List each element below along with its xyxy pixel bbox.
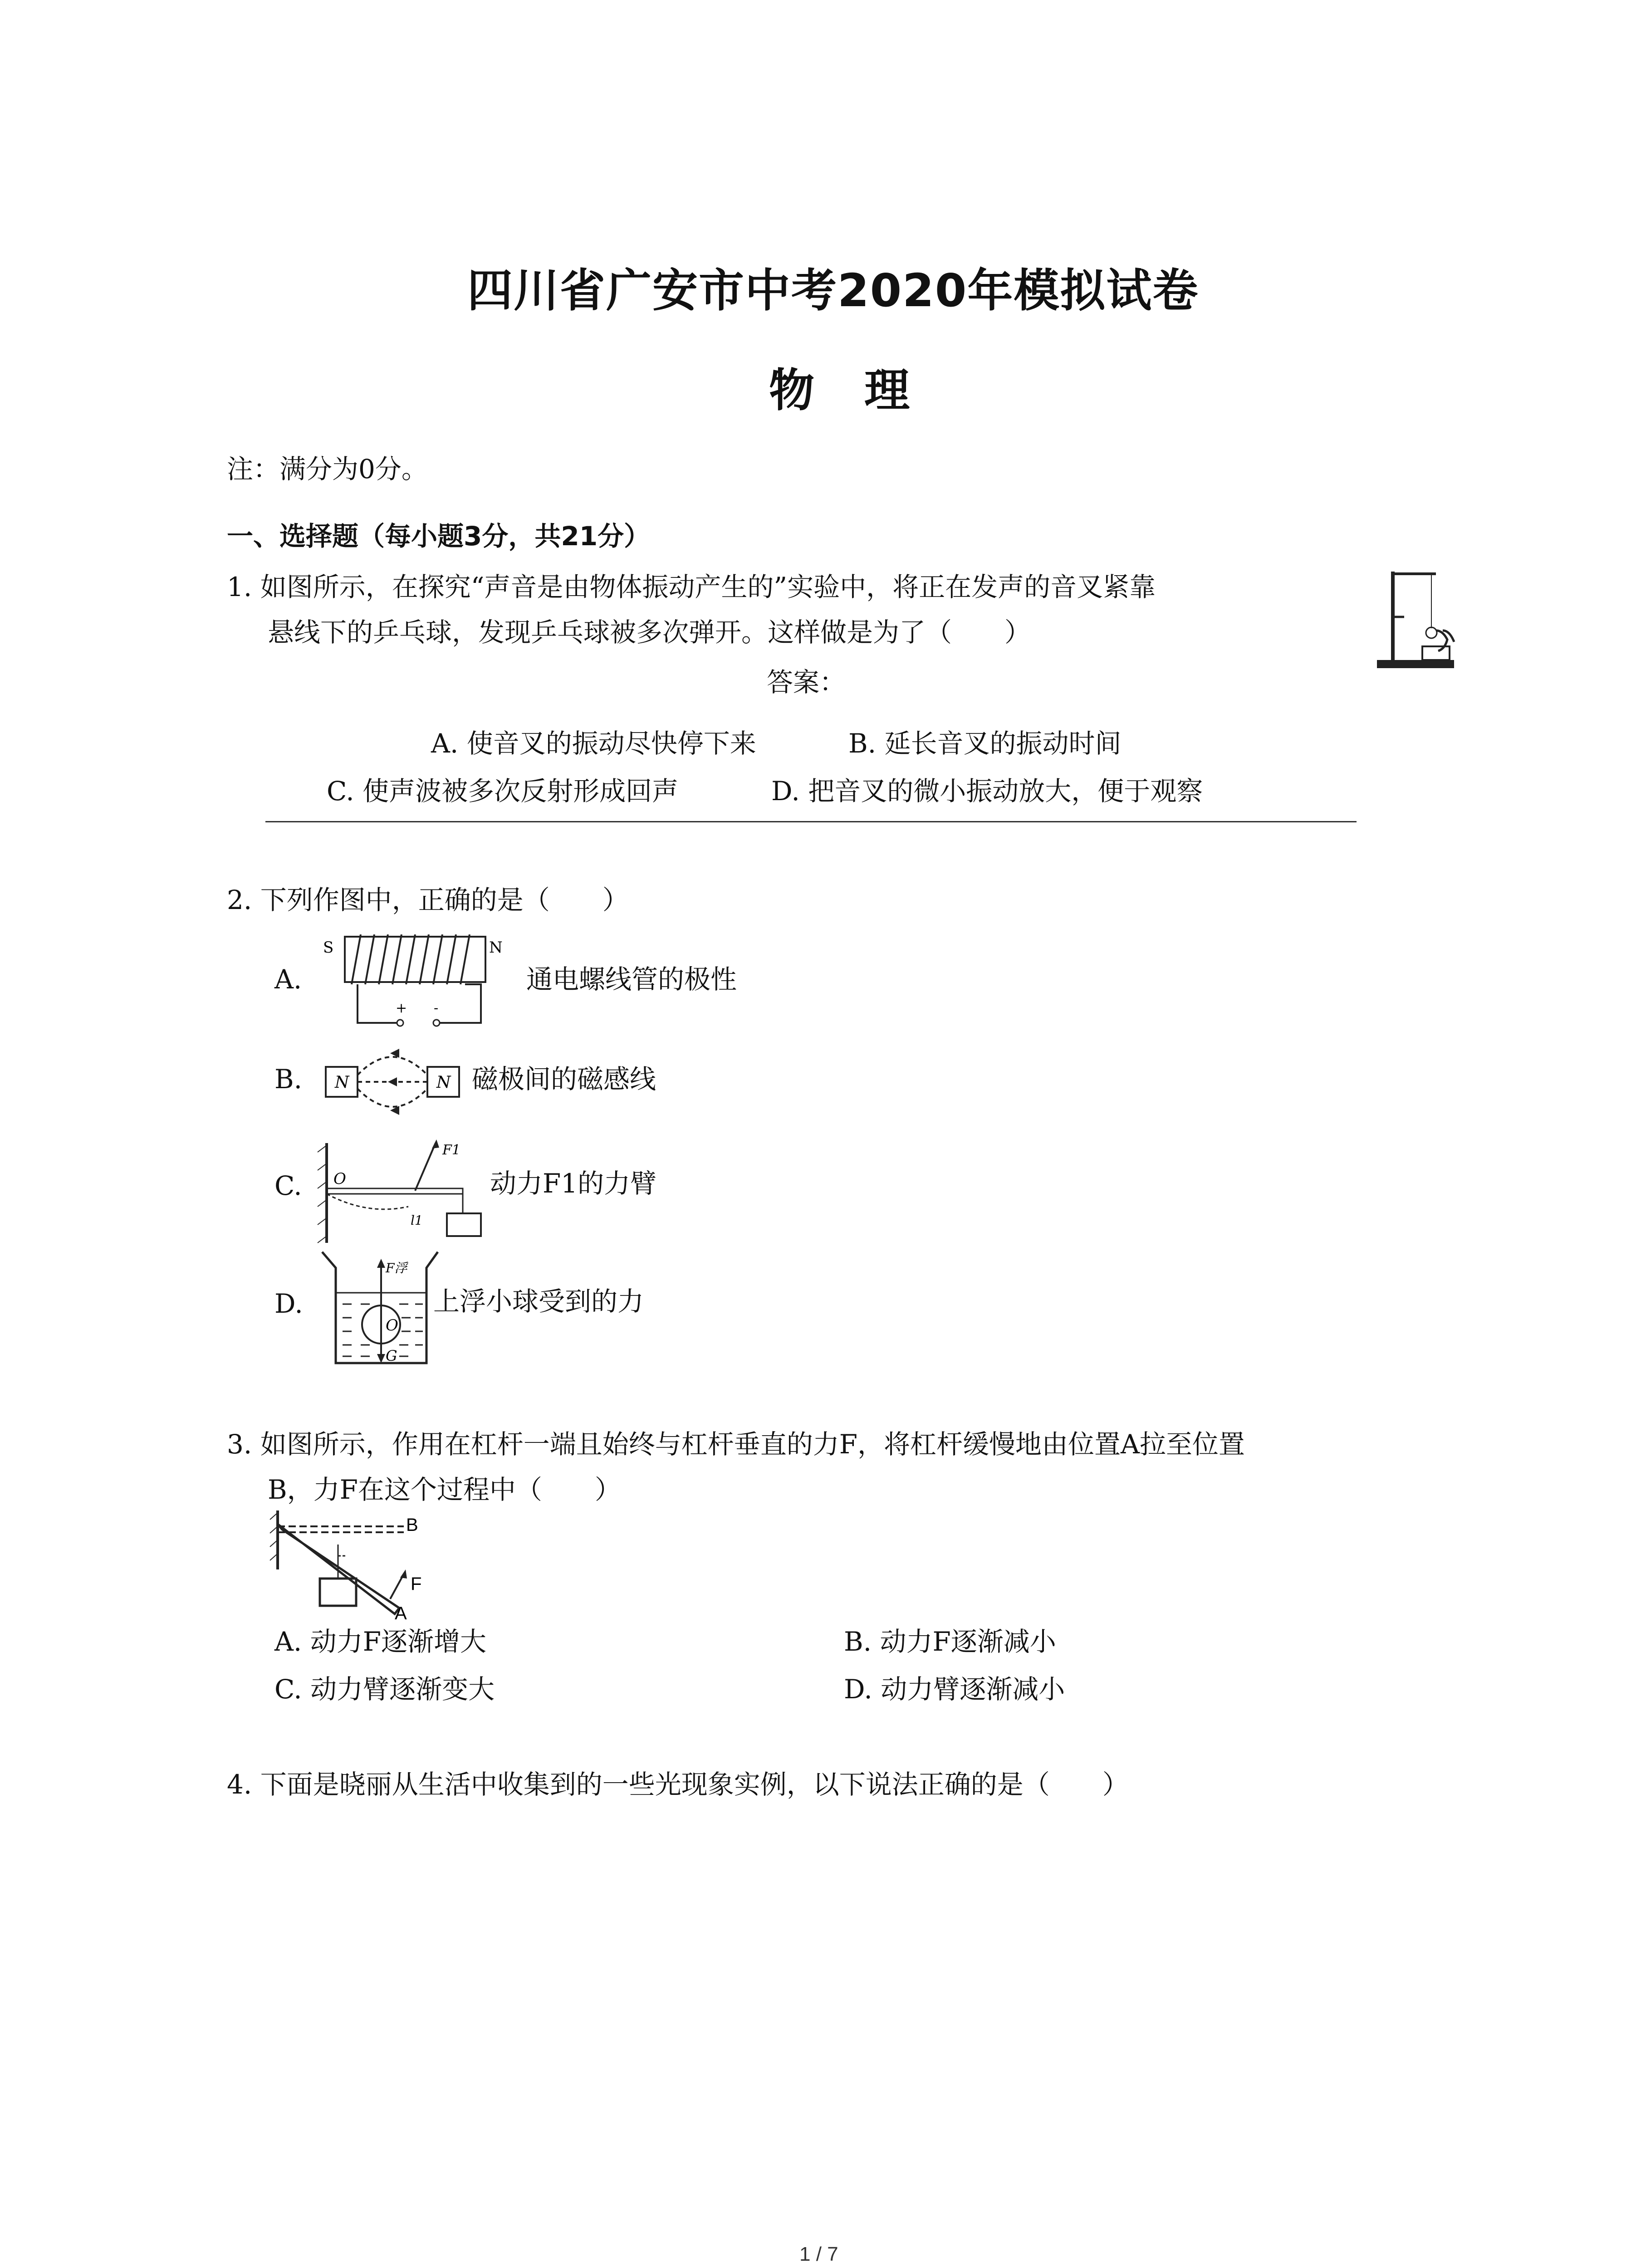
score-note: 注：满分为0分。	[227, 454, 428, 484]
q1-tuning-fork-figure	[1368, 562, 1459, 671]
q2-option-c-letter: C.	[274, 1170, 302, 1201]
q1-stem-line1: 1. 如图所示，在探究“声音是由物体振动产生的”实验中，将正在发声的音叉紧靠	[227, 572, 1156, 602]
q2-option-a-text: 通电螺线管的极性	[526, 964, 737, 995]
q2-magnet-field-figure	[322, 1039, 476, 1120]
solenoid-plus-label: +	[396, 1000, 407, 1016]
q3-option-b: B. 动力F逐渐减小	[844, 1626, 1056, 1657]
q2-option-d-letter: D.	[274, 1288, 303, 1319]
q3-a-label: A	[395, 1603, 407, 1619]
divider-line	[265, 821, 1357, 822]
q2-lever-arm-figure	[313, 1134, 504, 1247]
page-number: 1 / 7	[799, 2243, 838, 2265]
q2-option-c-text: 动力F1的力臂	[490, 1168, 657, 1199]
magnet-right-n-label: N	[436, 1073, 451, 1092]
q2-option-d-text: 上浮小球受到的力	[433, 1286, 644, 1317]
q1-option-a: A. 使音叉的振动尽快停下来	[431, 728, 756, 759]
q3-f-label: F	[411, 1574, 422, 1594]
lever-o-label: O	[333, 1170, 346, 1188]
q3-stem-line2: B，力F在这个过程中（ ）	[268, 1474, 621, 1505]
exam-title: 四川省广安市中考2020年模拟试卷	[467, 264, 1199, 317]
solenoid-minus-label: -	[434, 1000, 439, 1016]
subject-title: 物理	[769, 364, 960, 417]
q3-stem-line1: 3. 如图所示，作用在杠杆一端且始终与杠杆垂直的力F，将杠杆缓慢地由位置A拉至位置	[227, 1429, 1245, 1460]
q1-option-d: D. 把音叉的微小振动放大，便于观察	[771, 776, 1203, 807]
section-heading: 一、选择题（每小题3分，共21分）	[227, 521, 651, 552]
lever-f1-label: F1	[442, 1142, 460, 1158]
q2-floating-ball-figure	[318, 1250, 440, 1368]
q3-b-label: B	[406, 1515, 418, 1535]
lever-l1-label: l1	[411, 1213, 423, 1228]
q2-option-b-text: 磁极间的磁感线	[472, 1064, 656, 1095]
q1-answer-label: 答案：	[767, 667, 846, 698]
q1-stem-line2: 悬线下的乒乓球，发现乒乓球被多次弹开。这样做是为了（ ）	[268, 617, 1031, 648]
ball-center-label: O	[386, 1316, 398, 1334]
q2-option-a-letter: A.	[274, 964, 302, 995]
magnet-left-n-label: N	[335, 1073, 349, 1092]
q1-option-b: B. 延长音叉的振动时间	[848, 728, 1122, 759]
q2-solenoid-figure	[318, 934, 522, 1039]
q1-option-c: C. 使声波被多次反射形成回声	[327, 776, 679, 807]
q3-option-c: C. 动力臂逐渐变大	[274, 1674, 495, 1705]
q4-stem: 4. 下面是晓丽从生活中收集到的一些光现象实例，以下说法正确的是（ ）	[227, 1769, 1129, 1800]
q3-option-a: A. 动力F逐渐增大	[274, 1626, 487, 1657]
ball-gravity-label: G	[386, 1347, 397, 1364]
q3-option-d: D. 动力臂逐渐减小	[844, 1674, 1065, 1705]
solenoid-n-label: N	[489, 938, 503, 957]
q2-stem: 2. 下列作图中，正确的是（ ）	[227, 885, 629, 915]
q2-option-b-letter: B.	[274, 1064, 303, 1095]
q3-lever-figure	[268, 1506, 449, 1619]
ball-buoyancy-label: F浮	[386, 1261, 407, 1276]
solenoid-s-label: S	[323, 938, 334, 957]
